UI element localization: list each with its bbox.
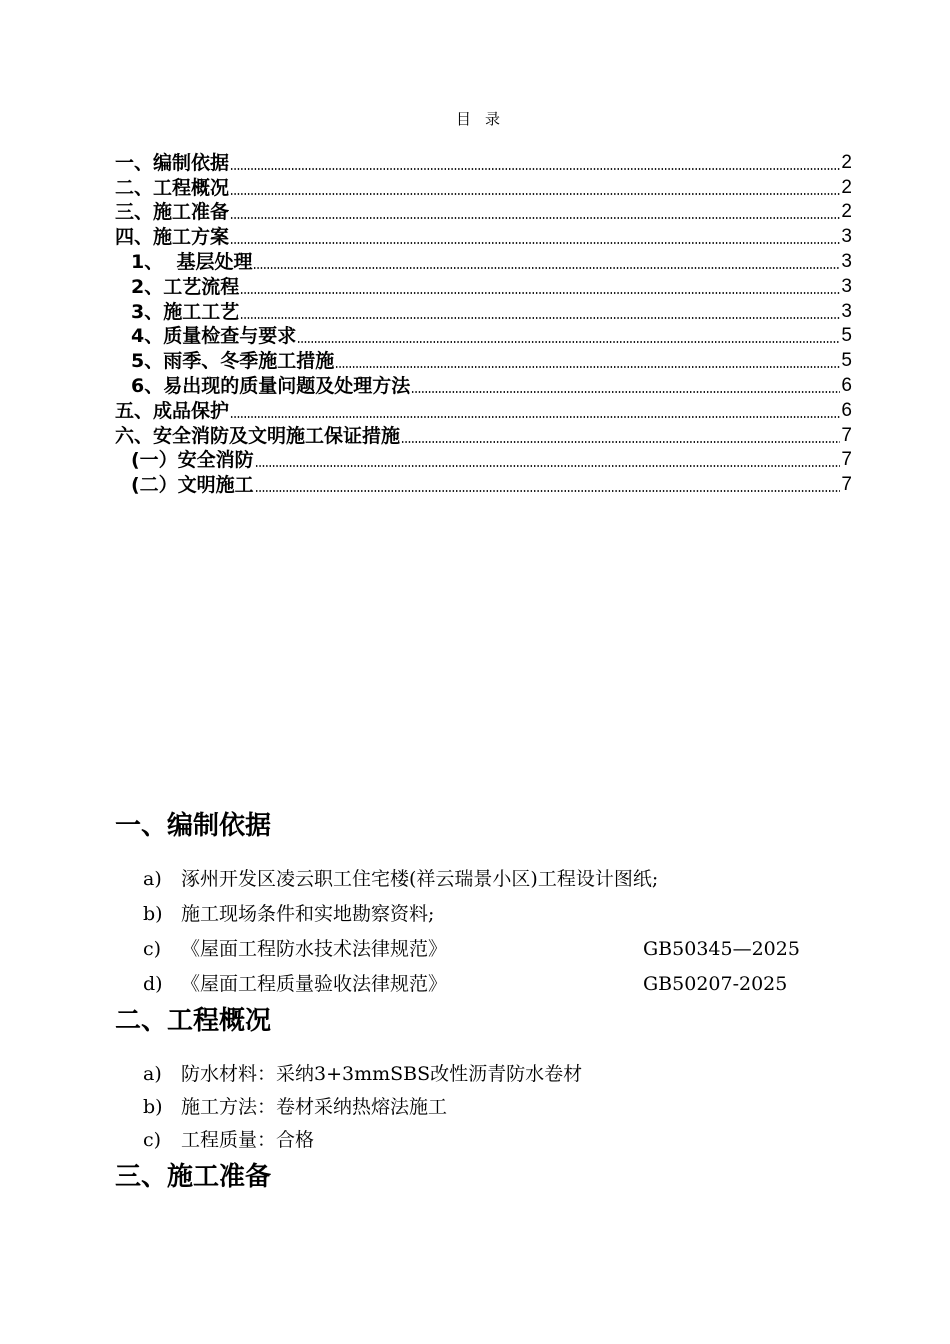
toc-page-number: 6 [841, 399, 852, 421]
toc-entry[interactable] [115, 422, 852, 447]
toc-leader-dots [253, 267, 840, 269]
list-item-text: 工程质量：合格 [181, 1129, 315, 1151]
toc-entry-label: 四、施工方案 [115, 226, 230, 249]
toc-entry[interactable] [115, 447, 852, 472]
list-item [143, 867, 658, 891]
toc-leader-dots [411, 391, 840, 393]
list-marker: c) [143, 1129, 162, 1151]
toc-leader-dots [335, 366, 840, 368]
list-marker: a) [143, 1063, 162, 1085]
toc-page-number: 2 [841, 151, 852, 173]
list-item-text: 施工方法：卷材采纳热熔法施工 [181, 1096, 448, 1118]
toc-page-number: 2 [841, 176, 852, 198]
list-item [143, 937, 800, 961]
standard-code: GB50345—2025 [643, 938, 800, 960]
toc-entry[interactable] [115, 372, 852, 397]
toc-entry-label: 3、施工工艺 [131, 300, 240, 323]
toc-entry-label: 二、工程概况 [115, 176, 230, 199]
toc-entry[interactable] [115, 248, 852, 273]
toc-page-number: 7 [841, 424, 852, 446]
list-item-text: 《屋面工程质量验收法律规范》 [181, 973, 448, 995]
list-item [143, 902, 434, 926]
toc-leader-dots [240, 292, 840, 294]
toc-leader-dots [230, 168, 840, 170]
toc-entry[interactable] [115, 471, 852, 496]
toc-entry[interactable] [115, 223, 852, 248]
toc-entry-label: 六、安全消防及文明施工保证措施 [115, 424, 401, 447]
toc-page-number: 6 [841, 374, 852, 396]
toc-leader-dots [230, 242, 840, 244]
list-item-text: 施工现场条件和实地勘察资料; [181, 903, 435, 925]
toc-entry[interactable] [115, 298, 852, 323]
toc-entry[interactable] [115, 323, 852, 348]
toc-entry-label: (二）文明施工 [131, 474, 254, 497]
list-item-text: 涿州开发区凌云职工住宅楼(祥云瑞景小区)工程设计图纸; [181, 868, 659, 890]
toc-entry-label: 5、雨季、冬季施工措施 [131, 350, 335, 373]
list-marker: b) [143, 1096, 163, 1118]
table-of-contents [115, 149, 852, 496]
list-item [143, 1095, 447, 1119]
toc-leader-dots [230, 193, 840, 195]
toc-entry-label: 2、工艺流程 [131, 275, 240, 298]
toc-entry[interactable] [115, 347, 852, 372]
toc-entry-label: 一、编制依据 [115, 151, 230, 174]
list-item-text: 《屋面工程防水技术法律规范》 [181, 938, 448, 960]
toc-leader-dots [230, 217, 840, 219]
toc-entry[interactable] [115, 174, 852, 199]
toc-entry-label: 三、施工准备 [115, 201, 230, 224]
toc-page-number: 2 [841, 201, 852, 223]
toc-entry-label: 1、 基层处理 [131, 250, 253, 273]
toc-entry[interactable] [115, 199, 852, 224]
list-marker: a) [143, 868, 162, 890]
toc-page-number: 3 [841, 275, 852, 297]
section-heading-basis: 一、编制依据 [115, 811, 272, 841]
toc-page-number: 3 [841, 300, 852, 322]
list-item [143, 1062, 582, 1086]
section-heading-preparation: 三、施工准备 [115, 1162, 272, 1192]
toc-entry-label: 6、易出现的质量问题及处理方法 [131, 374, 411, 397]
list-marker: c) [143, 938, 162, 960]
toc-title: 目录 [455, 110, 514, 128]
toc-entry[interactable] [115, 273, 852, 298]
toc-entry[interactable] [115, 397, 852, 422]
toc-leader-dots [297, 341, 840, 343]
toc-leader-dots [230, 416, 840, 418]
standard-code: GB50207-2025 [643, 973, 788, 995]
list-item-text: 防水材料：采纳3+3mmSBS改性沥青防水卷材 [181, 1063, 583, 1085]
toc-page-number: 5 [841, 350, 852, 372]
toc-page-number: 5 [841, 325, 852, 347]
toc-entry-label: (一）安全消防 [131, 449, 254, 472]
section-heading-overview: 二、工程概况 [115, 1006, 272, 1036]
toc-leader-dots [401, 441, 840, 443]
toc-entry-label: 五、成品保护 [115, 399, 230, 422]
list-item [143, 972, 788, 996]
toc-page-number: 7 [841, 474, 852, 496]
toc-leader-dots [255, 465, 841, 467]
toc-leader-dots [240, 317, 840, 319]
toc-leader-dots [255, 490, 841, 492]
toc-page-number: 7 [841, 449, 852, 471]
toc-entry[interactable] [115, 149, 852, 174]
list-marker: d) [143, 973, 163, 995]
list-marker: b) [143, 903, 163, 925]
toc-entry-label: 4、质量检查与要求 [131, 325, 297, 348]
toc-page-number: 3 [841, 226, 852, 248]
toc-page-number: 3 [841, 250, 852, 272]
list-item [143, 1128, 314, 1152]
